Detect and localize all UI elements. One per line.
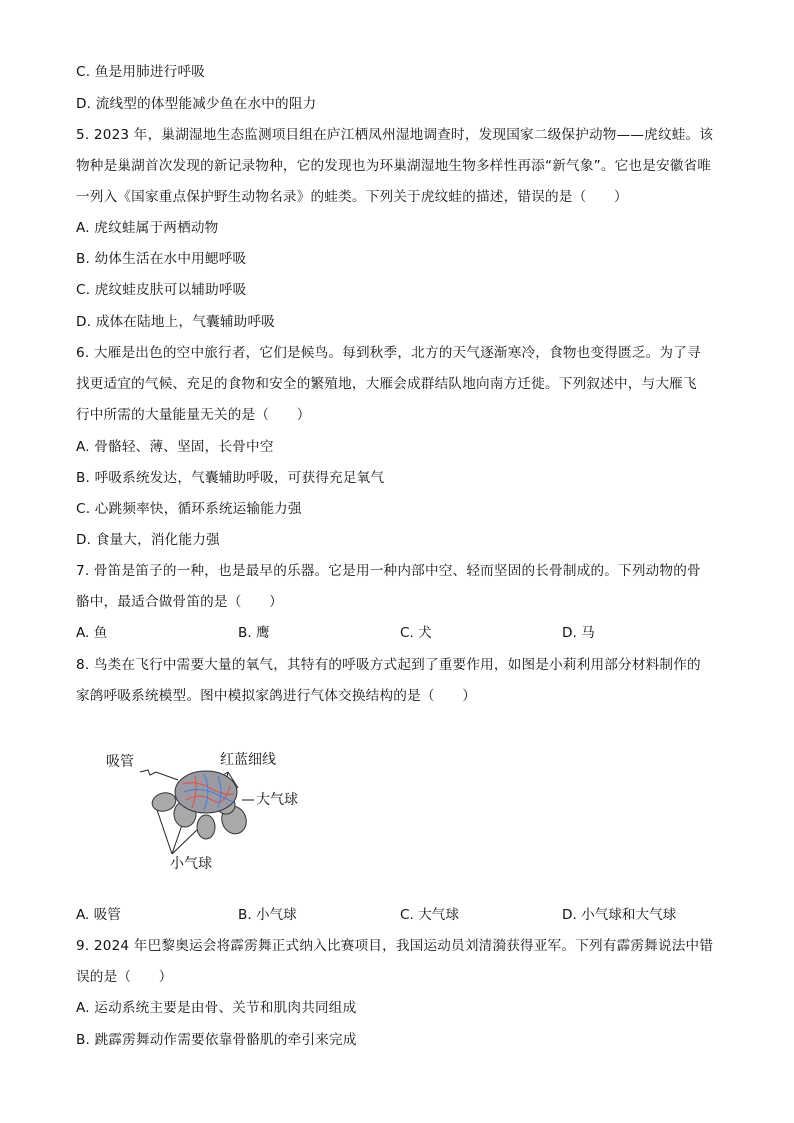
q7-option-c: C. 犬: [400, 625, 432, 641]
q5-option-d: D. 成体在陆地上，气囊辅助呼吸: [76, 314, 276, 330]
q5-stem-line-1: 5. 2023 年，巢湖湿地生态监测项目组在庐江栖凤州湿地调查时，发现国家二级保护动物——虎纹蛙。该: [76, 127, 714, 143]
q6-option-b: B. 呼吸系统发达，气囊辅助呼吸，可获得充足氧气: [76, 470, 385, 486]
q7-option-d: D. 马: [562, 625, 595, 641]
q9-option-a: A. 运动系统主要是由骨、关节和肌肉共同组成: [76, 1000, 357, 1016]
q4-option-c: C. 鱼是用肺进行呼吸: [76, 64, 206, 80]
q9-option-b: B. 跳霹雳舞动作需要依靠骨骼肌的牵引来完成: [76, 1032, 357, 1048]
q6-stem-line-2: 找更适宜的气候、充足的食物和安全的繁殖地，大雁会成群结队地向南方迁徙。下列叙述中，与大雁飞: [76, 376, 697, 392]
label-big-balloon: 大气球: [256, 792, 298, 808]
q5-stem-line-2: 物种是巢湖首次发现的新记录物种，它的发现也为环巢湖湿地生物多样性再添“新气象”。它也是安徽省唯: [76, 158, 712, 174]
q9-stem-line-1: 9. 2024 年巴黎奥运会将霹雳舞正式纳入比赛项目，我国运动员刘清漪获得亚军。下列有霹雳舞说法中错: [76, 938, 714, 954]
q6-stem-line-3: 行中所需的大量能量无关的是（ ）: [76, 407, 311, 423]
small-balloon-1: [150, 790, 178, 814]
q8-option-a: A. 吸管: [76, 907, 121, 923]
q5-option-b: B. 幼体生活在水中用鳃呼吸: [76, 251, 247, 267]
q7-option-b: B. 鹰: [238, 625, 270, 641]
q5-stem-line-3: 一列入《国家重点保护野生动物名录》的蛙类。下列关于虎纹蛙的描述，错误的是（ ）: [76, 189, 628, 205]
q6-option-d: D. 食量大，消化能力强: [76, 532, 220, 548]
q4-option-d: D. 流线型的体型能减少鱼在水中的阻力: [76, 96, 317, 112]
q6-option-a: A. 骨骼轻、薄、坚固，长骨中空: [76, 439, 274, 455]
label-red-blue-thread: 红蓝细线: [220, 752, 276, 768]
q6-option-c: C. 心跳频率快，循环系统运输能力强: [76, 501, 302, 517]
q6-stem-line-1: 6. 大雁是出色的空中旅行者，它们是候鸟。每到秋季，北方的天气逐渐寒冷，食物也变得匮乏。为了寻: [76, 345, 701, 361]
q5-option-c: C. 虎纹蛙皮肤可以辅助呼吸: [76, 282, 247, 298]
q8-option-d: D. 小气球和大气球: [562, 907, 677, 923]
q8-stem-line-1: 8. 鸟类在飞行中需要大量的氧气，其特有的呼吸方式起到了重要作用，如图是小莉利用部分材料制作的: [76, 657, 701, 673]
q7-option-a: A. 鱼: [76, 625, 108, 641]
q7-stem-line-2: 骼中，最适合做骨笛的是（ ）: [76, 594, 283, 610]
small-balloon-3: [197, 815, 215, 839]
label-straw: 吸管: [106, 754, 134, 770]
q8-stem-line-2: 家鸽呼吸系统模型。图中模拟家鸽进行气体交换结构的是（ ）: [76, 688, 477, 704]
q7-stem-line-1: 7. 骨笛是笛子的一种，也是最早的乐器。它是用一种内部中空、轻而坚固的长骨制成的。下列动物的骨: [76, 563, 701, 579]
q8-option-b: B. 小气球: [238, 907, 297, 923]
q5-option-a: A. 虎纹蛙属于两栖动物: [76, 220, 219, 236]
q8-option-c: C. 大气球: [400, 907, 459, 923]
straw-leader-line: [140, 770, 178, 780]
pigeon-respiratory-model-figure: [100, 742, 320, 872]
label-small-balloon: 小气球: [170, 856, 212, 872]
q9-stem-line-2: 误的是（ ）: [76, 969, 173, 985]
